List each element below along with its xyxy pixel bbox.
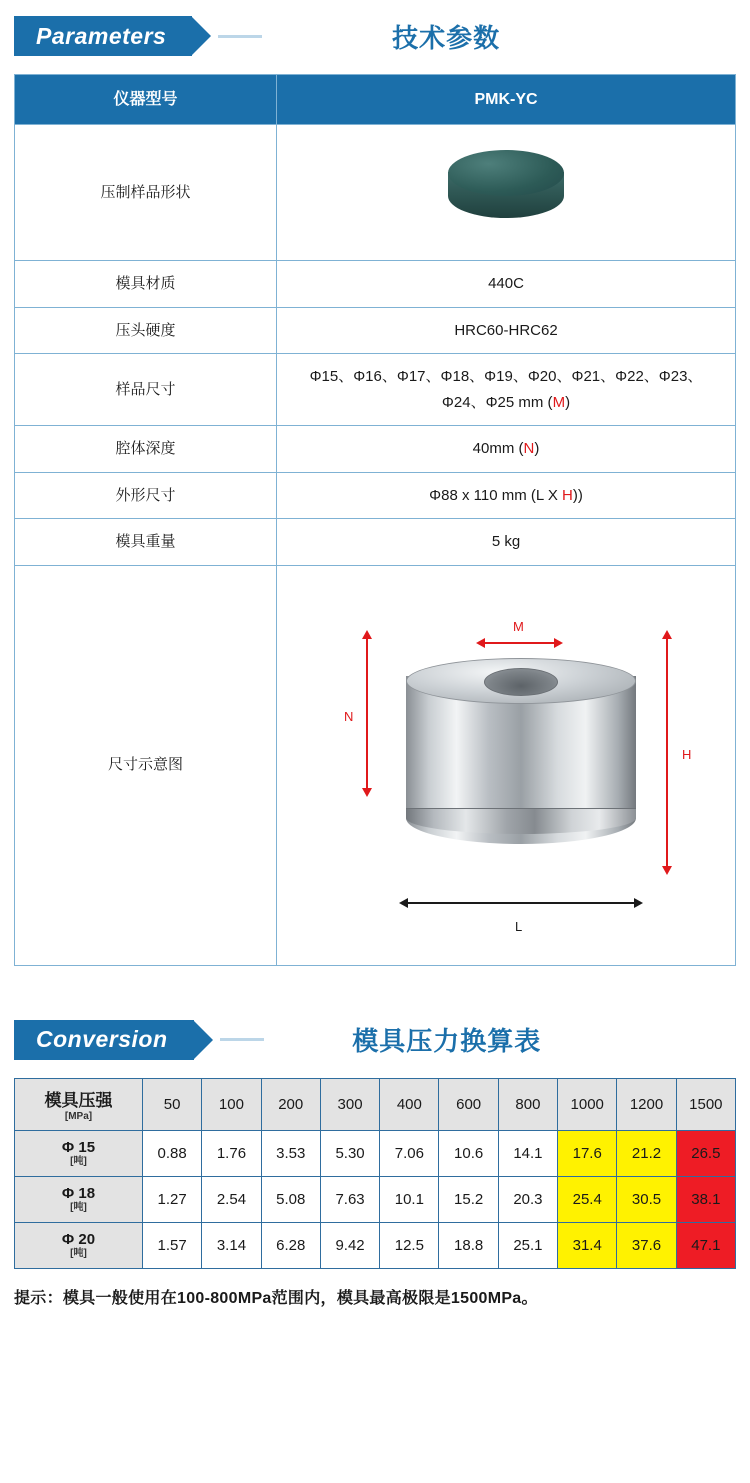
row-value-model: PMK-YC <box>277 75 736 125</box>
pressure-conversion-table <box>14 1078 736 1269</box>
row-label-phi20-unit: [吨] <box>70 1247 87 1259</box>
cell-phi18-200: 5.08 <box>261 1176 320 1222</box>
cell-phi18-800: 20.3 <box>498 1176 557 1222</box>
outer-size-close: )) <box>572 486 583 504</box>
n-arrow-line <box>366 638 368 790</box>
cell-phi18-1500: 38.1 <box>676 1176 735 1222</box>
n-arrow-tip-up <box>362 630 372 639</box>
row-value-hardness: HRC60-HRC62 <box>277 307 736 354</box>
dimension-diagram <box>286 580 726 950</box>
parameters-banner <box>0 8 750 64</box>
l-arrow-tip-right <box>634 898 643 908</box>
row-value-outer-size <box>277 472 736 519</box>
die-body-image <box>406 658 636 870</box>
conversion-banner <box>0 1012 750 1068</box>
header-col-7: 1000 <box>558 1078 617 1130</box>
outer-size-value: Φ88 x 110 mm (L X <box>429 486 562 504</box>
cell-phi15-50: 0.88 <box>143 1130 202 1176</box>
cell-phi15-300: 5.30 <box>320 1130 379 1176</box>
cell-phi20-1200: 37.6 <box>617 1222 676 1268</box>
cell-phi15-800: 14.1 <box>498 1130 557 1176</box>
cell-phi20-200: 6.28 <box>261 1222 320 1268</box>
cell-phi18-1200: 30.5 <box>617 1176 676 1222</box>
header-pressure-text: 模具压强 <box>44 1090 113 1110</box>
table-row-model <box>15 75 736 125</box>
row-label-cavity-depth: 腔体深度 <box>15 426 277 473</box>
m-arrow-tip-right <box>554 638 563 648</box>
l-arrow-tip-left <box>399 898 408 908</box>
row-label-phi18-text: Φ 18 <box>61 1184 96 1202</box>
cell-phi20-50: 1.57 <box>143 1222 202 1268</box>
banner-divider-line <box>218 35 262 38</box>
table-row-cavity-depth <box>15 426 736 473</box>
cell-phi18-50: 1.27 <box>143 1176 202 1222</box>
header-col-1: 100 <box>202 1078 261 1130</box>
cavity-depth-close: ) <box>534 440 540 457</box>
outer-size-h-marker: H <box>562 486 573 504</box>
row-value-material: 440C <box>277 261 736 308</box>
table-row <box>15 1222 736 1268</box>
row-label-phi15-text: Φ 15 <box>61 1138 96 1156</box>
table-row-hardness <box>15 307 736 354</box>
cell-phi15-1200: 21.2 <box>617 1130 676 1176</box>
row-value-sample-shape <box>277 125 736 261</box>
table-row-material <box>15 261 736 308</box>
row-label-material: 模具材质 <box>15 261 277 308</box>
table-row-diagram <box>15 565 736 965</box>
row-value-sample-size <box>277 354 736 426</box>
table-row-sample-size <box>15 354 736 426</box>
row-label-phi20 <box>15 1222 143 1268</box>
cell-phi20-1000: 31.4 <box>558 1222 617 1268</box>
product-spec-page <box>0 8 750 1308</box>
n-arrow-tip-down <box>362 788 372 797</box>
row-label-diagram: 尺寸示意图 <box>15 565 277 965</box>
table-row-weight <box>15 519 736 566</box>
cell-phi18-100: 2.54 <box>202 1176 261 1222</box>
h-arrow-line <box>666 638 668 868</box>
cell-phi18-1000: 25.4 <box>558 1176 617 1222</box>
h-arrow-tip-up <box>662 630 672 639</box>
row-label-phi20-text: Φ 20 <box>61 1230 96 1248</box>
header-pressure-label <box>15 1078 143 1130</box>
cell-phi20-300: 9.42 <box>320 1222 379 1268</box>
h-arrow-label: H <box>682 747 692 762</box>
row-label-outer-size: 外形尺寸 <box>15 472 277 519</box>
parameters-tag: Parameters <box>14 16 192 56</box>
sample-size-line1: Φ15、Φ16、Φ17、Φ18、Φ19、Φ20、Φ21、Φ22、Φ23、 <box>309 368 703 385</box>
n-arrow-label: N <box>344 709 354 724</box>
m-arrow-tip-left <box>476 638 485 648</box>
row-label-hardness: 压头硬度 <box>15 307 277 354</box>
row-label-phi15 <box>15 1130 143 1176</box>
header-col-3: 300 <box>320 1078 379 1130</box>
header-col-8: 1200 <box>617 1078 676 1130</box>
cell-phi20-400: 12.5 <box>380 1222 439 1268</box>
header-pressure-unit: [MPa] <box>64 1110 93 1122</box>
row-value-diagram <box>277 565 736 965</box>
row-label-phi15-unit: [吨] <box>70 1155 87 1167</box>
row-label-model: 仪器型号 <box>15 75 277 125</box>
row-label-phi18 <box>15 1176 143 1222</box>
header-col-9: 1500 <box>676 1078 735 1130</box>
cavity-depth-n-marker: N <box>523 440 535 457</box>
table-row <box>15 1176 736 1222</box>
row-label-phi18-unit: [吨] <box>70 1201 87 1213</box>
cell-phi15-400: 7.06 <box>380 1130 439 1176</box>
parameters-table <box>14 74 736 966</box>
row-label-weight: 模具重量 <box>15 519 277 566</box>
sample-size-close: ) <box>565 393 571 411</box>
sample-size-line2: Φ24、Φ25 mm ( <box>441 393 553 411</box>
l-arrow-line <box>408 902 634 904</box>
cell-phi15-600: 10.6 <box>439 1130 498 1176</box>
conversion-section <box>0 1012 750 1308</box>
h-arrow-tip-down <box>662 866 672 875</box>
parameters-title: 技术参数 <box>392 22 501 53</box>
l-arrow-label: L <box>515 919 523 934</box>
row-value-cavity-depth <box>277 426 736 473</box>
table-row-sample-shape <box>15 125 736 261</box>
cell-phi18-600: 15.2 <box>439 1176 498 1222</box>
header-col-6: 800 <box>498 1078 557 1130</box>
header-col-5: 600 <box>439 1078 498 1130</box>
cell-phi20-800: 25.1 <box>498 1222 557 1268</box>
conversion-divider-line <box>220 1038 264 1041</box>
header-col-4: 400 <box>380 1078 439 1130</box>
m-arrow-label: M <box>513 619 524 634</box>
row-label-sample-shape: 压制样品形状 <box>15 125 277 261</box>
puck-top <box>448 150 564 196</box>
header-col-0: 50 <box>143 1078 202 1130</box>
cell-phi20-1500: 47.1 <box>676 1222 735 1268</box>
row-value-weight: 5 kg <box>277 519 736 566</box>
table-row-outer-size <box>15 472 736 519</box>
table-header-row <box>15 1078 736 1130</box>
cell-phi20-100: 3.14 <box>202 1222 261 1268</box>
conversion-title: 模具压力换算表 <box>352 1026 542 1056</box>
cell-phi15-1500: 26.5 <box>676 1130 735 1176</box>
cavity-depth-value: 40mm ( <box>472 440 524 457</box>
conversion-tag: Conversion <box>14 1020 194 1060</box>
cell-phi15-200: 3.53 <box>261 1130 320 1176</box>
cell-phi15-1000: 17.6 <box>558 1130 617 1176</box>
cell-phi15-100: 1.76 <box>202 1130 261 1176</box>
table-row <box>15 1130 736 1176</box>
pressed-sample-puck-icon <box>448 150 564 236</box>
sample-size-m-marker: M <box>552 393 566 411</box>
die-bore-hole <box>484 668 558 696</box>
row-label-sample-size: 样品尺寸 <box>15 354 277 426</box>
m-arrow-line <box>484 642 554 644</box>
conversion-note: 提示：模具一般使用在100-800MPa范围内，模具最高极限是1500MPa。 <box>14 1289 538 1307</box>
header-col-2: 200 <box>261 1078 320 1130</box>
cell-phi18-400: 10.1 <box>380 1176 439 1222</box>
cell-phi18-300: 7.63 <box>320 1176 379 1222</box>
cell-phi20-600: 18.8 <box>439 1222 498 1268</box>
